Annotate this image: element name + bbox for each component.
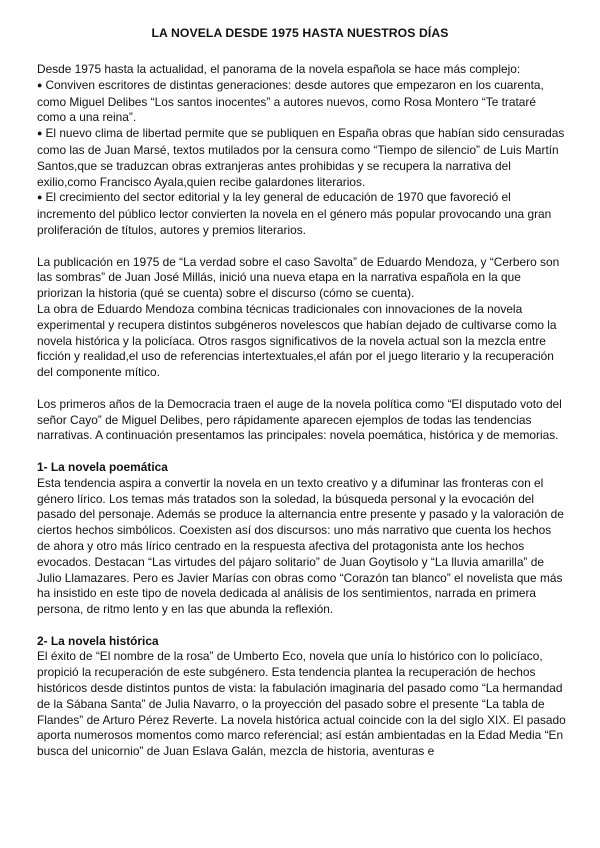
bullet-text: El nuevo clima de libertad permite que se publiquen en España obras que habían sido censuradas como las de Juan Marsé, textos mutilados por la censura como “Tiempo de silencio” de Luis Martín Santos,que se traduzcan obras extranjeras antes prohibidas y se recupera la narrativa del exilio,como Francisco Ayala,quien recibe galardones literarios. [37, 126, 565, 189]
page-title: LA NOVELA DESDE 1975 HASTA NUESTROS DÍAS [151, 26, 449, 40]
bullet-item [37, 78, 567, 126]
intro-paragraph: Desde 1975 hasta la actualidad, el panorama de la novela española se hace más complejo: [37, 62, 521, 76]
section-text-poematica: Esta tendencia aspira a convertir la novela en un texto creativo y a difuminar las fronteras con el género lírico. Los temas más tratados son la soledad, la búsqueda personal y la evocación del pasado del personaje. Además se produce la alternancia entre presente y pasado y la valoración de ciertos hechos simbólicos. Coexisten así dos discursos: uno más narrativo que cuenta los hechos de ahora y otro más lírico centrado en la respuesta afectiva del protagonista ante los hechos evocados. Destacan “Las virtudes del pájaro solitario” de Juan Goytisolo y “La lluvia amarilla” de Julio Llamazares. Pero es Javier Marías con obras como “Corazón tan blanco” el novelista que más ha insistido en este tipo de novela dedicada al análisis de los sentimientos, narrada en primera persona, de ritmo lento y en las que abunda la reflexión. [37, 475, 564, 617]
bullet-text: Conviven escritores de distintas generaciones: desde autores que empezaron en los cuarenta, como Miguel Delibes “Los santos inocentes” a autores nuevos, como Rosa Montero “Te trataré como a una reina”. [37, 77, 544, 125]
bullet-item [37, 126, 567, 190]
paragraph-gap [37, 239, 567, 255]
section-heading-historica: 2- La novela histórica [37, 633, 159, 648]
mendoza-paragraph: La publicación en 1975 de “La verdad sobre el caso Savolta” de Eduardo Mendoza, y “Cerbero son las sombras” de Juan José Millás, inició una nueva etapa en la narrativa española en la que priorizan la historia (qué se cuenta) sobre el discurso (cómo se cuenta). [37, 254, 560, 301]
paragraph-gap [37, 618, 567, 634]
document-body [37, 62, 567, 760]
mendoza-works-paragraph: La obra de Eduardo Mendoza combina técnicas tradicionales con innovaciones de la novela experimental y recupera distintos subgéneros novelescos que habían dejado de cultivarse como la novela histórica y la policíaca. Otros rasgos significativos de la novela actual son la mezcla entre ficción y realidad,el uso de referencias intertextuales,el afán por el juego literario y la recuperación del componente mítico. [37, 301, 557, 380]
bullet-text: El crecimiento del sector editorial y la ley general de educación de 1970 que favoreció el incremento del público lector convierten la novela en el género más popular provocando una gran proliferación de títulos, autores y premios literarios. [37, 190, 552, 237]
democracia-paragraph: Los primeros años de la Democracia traen el auge de la novela política como “El disputado voto del señor Cayo” de Miguel Delibes, pero rápidamente aparecen ejemplos de todas las tendencias narrativas. A continuación presentamos las principales: novela poemática, histórica y de memorias. [37, 396, 562, 443]
bullet-item [37, 190, 567, 238]
paragraph-gap [37, 444, 567, 460]
section-text-historica: El éxito de “El nombre de la rosa” de Umberto Eco, novela que unía lo histórico con lo policíaco, propició la recuperación de este subgénero. Esta tendencia plantea la recuperación de hechos históricos desde distintos puntos de vista: la fabulación imaginaria del pasado como “La hermandad de la Sábana Santa” de Julia Navarro, o la proyección del pasado sobre el presente “La tabla de Flandes” de Arturo Pérez Reverte. La novela histórica actual coincide con la del siglo XIX. El pasado aporta numerosos momentos como marco referencial; así están ambientadas en la Edad Media “En busca del unicornio” de Juan Eslava Galán, mezcla de historia, aventuras e [37, 649, 566, 759]
paragraph-gap [37, 381, 567, 397]
section-heading-poematica: 1- La novela poemática [37, 459, 168, 474]
